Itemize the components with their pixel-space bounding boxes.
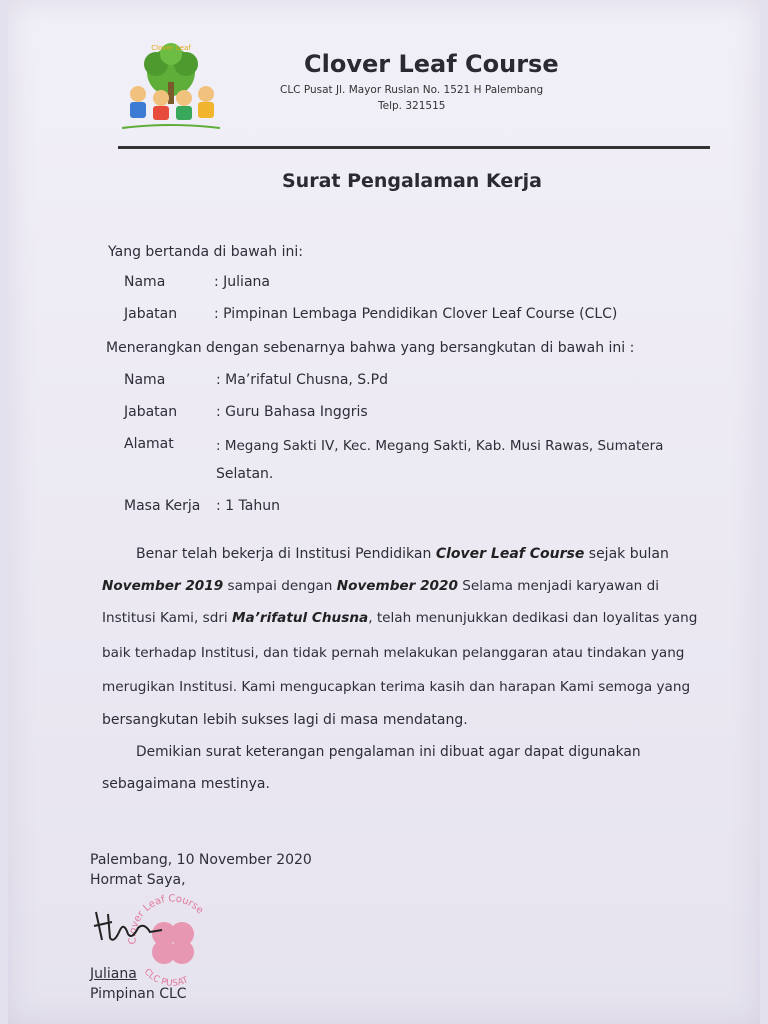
signer-name-label: Nama xyxy=(124,274,166,290)
body-paragraph-2-line-1: Demikian surat keterangan pengalaman ini dibuat agar dapat digunakan xyxy=(136,744,641,760)
employee-name-value: : Ma’rifatul Chusna, S.Pd xyxy=(216,372,388,388)
start-date: November 2019 xyxy=(102,578,224,594)
employee-position-label: Jabatan xyxy=(124,404,178,420)
body-text: sampai dengan xyxy=(223,578,337,594)
institution-name: Clover Leaf Course xyxy=(435,546,585,562)
body-paragraph-1-line-1 xyxy=(136,546,669,562)
body-paragraph-1-line-3 xyxy=(102,610,697,626)
end-date: November 2020 xyxy=(336,578,458,594)
closing-greeting: Hormat Saya, xyxy=(90,872,186,888)
body-paragraph-1-line-6: bersangkutan lebih sukses lagi di masa mendatang. xyxy=(102,712,468,728)
employee-name-inline: Ma’rifatul Chusna xyxy=(232,610,369,626)
handwritten-signature xyxy=(88,900,168,950)
employee-name-label: Nama xyxy=(124,372,166,388)
body-text: sejak bulan xyxy=(584,546,669,562)
body-paragraph-2-line-2: sebagaimana mestinya. xyxy=(102,776,270,792)
signer-name: Juliana xyxy=(90,966,137,982)
header-divider xyxy=(118,146,710,149)
work-period-value: : 1 Tahun xyxy=(216,498,280,514)
body-text: Selama menjadi karyawan di xyxy=(457,578,660,594)
body-paragraph-1-line-4: baik terhadap Institusi, dan tidak pernah melakukan pelanggaran atau tindakan yang xyxy=(102,645,685,661)
body-text: Institusi Kami, sdri xyxy=(102,610,233,626)
body-text: , telah menunjukkan dedikasi dan loyalitas yang xyxy=(368,610,698,626)
letter-title: Surat Pengalaman Kerja xyxy=(282,170,542,192)
signer-position-value: : Pimpinan Lembaga Pendidikan Clover Leaf Course (CLC) xyxy=(214,306,618,322)
logo-caption: Clover Leaf xyxy=(151,44,191,52)
place-date: Palembang, 10 November 2020 xyxy=(90,852,312,868)
signer-position: Pimpinan CLC xyxy=(90,986,187,1002)
intro-text: Yang bertanda di bawah ini: xyxy=(108,244,303,260)
body-paragraph-1-line-5: merugikan Institusi. Kami mengucapkan terima kasih dan harapan Kami semoga yang xyxy=(102,679,691,695)
org-phone: Telp. 321515 xyxy=(378,100,446,112)
clover-leaf-logo xyxy=(116,42,226,137)
body-text: Benar telah bekerja di Institusi Pendidikan xyxy=(136,546,436,562)
body-paragraph-1-line-2 xyxy=(102,578,659,594)
signer-name-value: : Juliana xyxy=(214,274,270,290)
stamp-top-text: Clover Leaf Course xyxy=(127,893,206,945)
employee-address-value-cont: Selatan. xyxy=(216,466,274,482)
signer-position-label: Jabatan xyxy=(124,306,178,322)
org-address: CLC Pusat Jl. Mayor Ruslan No. 1521 H Palembang xyxy=(280,84,544,96)
letter-paper xyxy=(8,0,760,1024)
statement-text: Menerangkan dengan sebenarnya bahwa yang bersangkutan di bawah ini : xyxy=(106,340,635,356)
employee-address-value: : Megang Sakti IV, Kec. Megang Sakti, Kab. Musi Rawas, Sumatera xyxy=(216,438,664,454)
work-period-label: Masa Kerja xyxy=(124,498,201,514)
employee-position-value: : Guru Bahasa Inggris xyxy=(216,404,368,420)
stamp-bottom-text: CLC PUSAT xyxy=(141,967,190,989)
org-name: Clover Leaf Course xyxy=(304,50,559,78)
employee-address-label: Alamat xyxy=(124,436,174,452)
